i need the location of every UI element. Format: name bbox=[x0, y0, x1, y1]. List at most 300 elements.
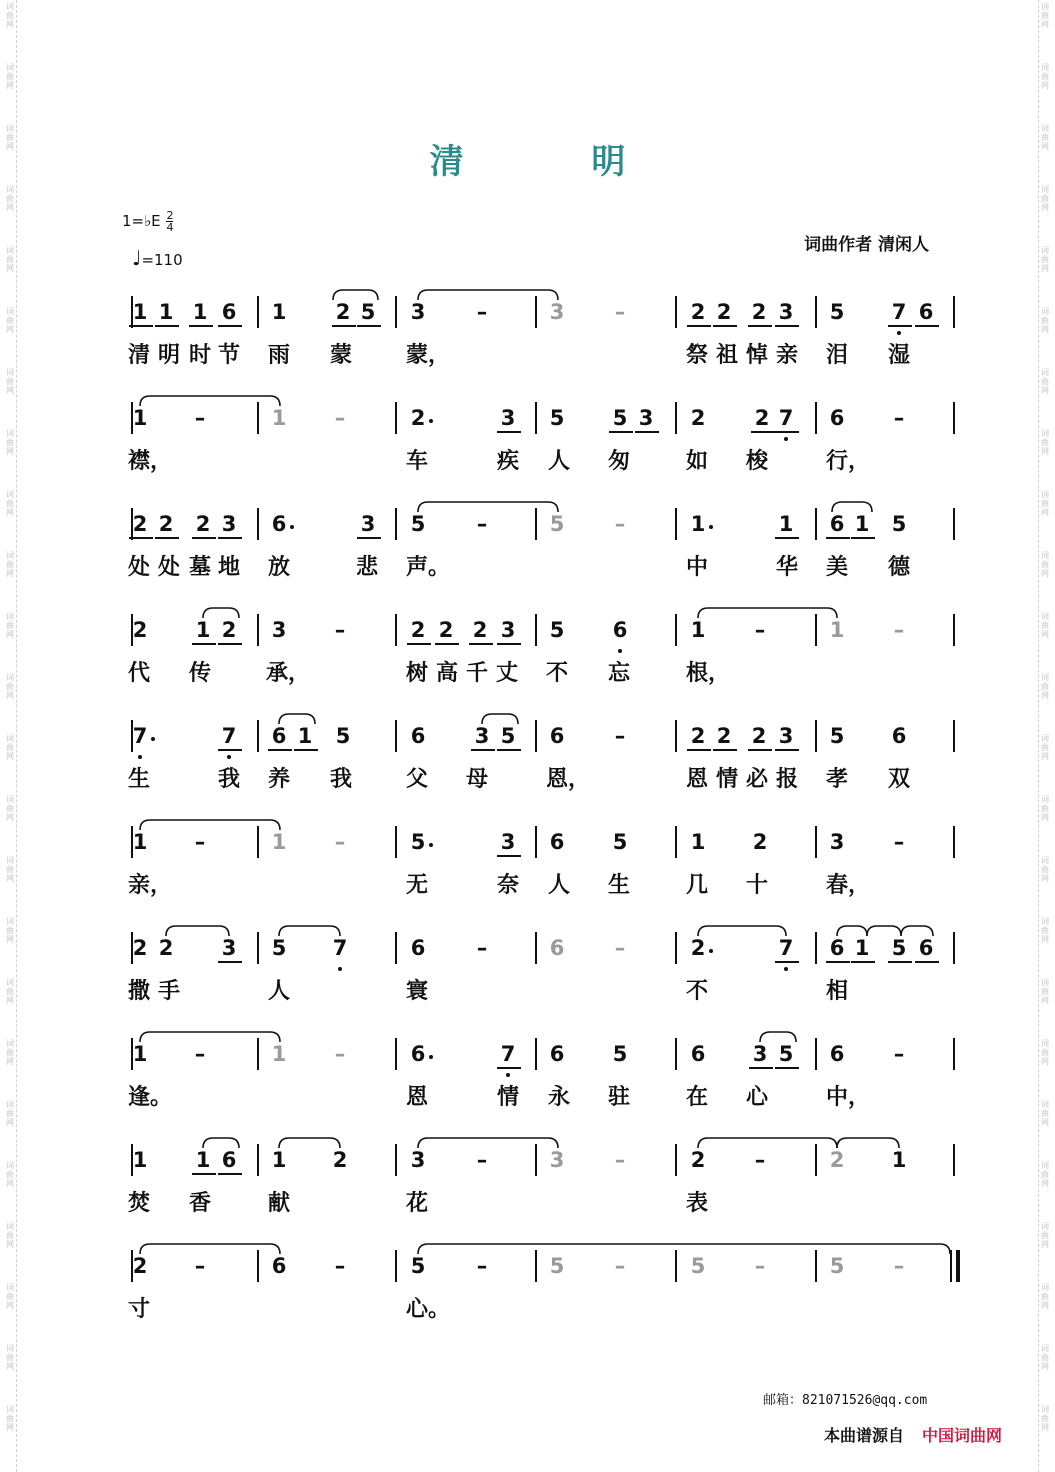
note-1: 1 bbox=[192, 300, 208, 324]
watermark-text: 词 曲 网 bbox=[6, 63, 14, 90]
watermark-text: 词 曲 网 bbox=[6, 856, 14, 883]
note-6: 6 bbox=[410, 936, 426, 960]
lyric-syllable: 人 bbox=[268, 979, 291, 1004]
note-1: 1 bbox=[690, 618, 706, 642]
watermark-text: 词 曲 网 bbox=[1041, 1161, 1049, 1188]
lyric-syllable: 时 bbox=[189, 343, 212, 368]
note-2: 2 bbox=[472, 618, 488, 642]
watermark-text: 词 曲 网 bbox=[6, 551, 14, 578]
lyric-syllable: 丈 bbox=[496, 661, 519, 686]
lyric-syllable: 我 bbox=[330, 767, 353, 792]
dash-extension: – bbox=[614, 724, 626, 748]
note-1: 1 bbox=[195, 618, 211, 642]
slur-tie bbox=[279, 926, 340, 936]
note-2: 2 bbox=[690, 300, 706, 324]
note-5: 5 bbox=[829, 1254, 845, 1278]
watermark-text: 词 曲 网 bbox=[6, 490, 14, 517]
watermark-text: 词 曲 网 bbox=[6, 673, 14, 700]
note-3: 3 bbox=[752, 1042, 768, 1066]
lyric-syllable: 人 bbox=[548, 873, 571, 898]
note-3: 3 bbox=[271, 618, 287, 642]
note-5: 5 bbox=[410, 1254, 426, 1278]
lyric-syllable: 不 bbox=[546, 661, 569, 686]
note-6: 6 bbox=[221, 300, 237, 324]
lyric-syllable: 恩 bbox=[406, 1085, 429, 1110]
note-7: 7 bbox=[132, 724, 148, 748]
note-6: 6 bbox=[549, 936, 565, 960]
lyric-syllable: 相 bbox=[826, 979, 849, 1004]
slur-tie bbox=[418, 1138, 558, 1148]
lyric-syllable: 双 bbox=[888, 767, 911, 792]
note-6: 6 bbox=[829, 1042, 845, 1066]
lyric-syllable: 树 bbox=[406, 661, 429, 686]
tempo-marking: ♩=110 bbox=[132, 246, 183, 270]
watermark-text: 词 曲 网 bbox=[6, 795, 14, 822]
note-5: 5 bbox=[891, 512, 907, 536]
lyric-syllable: 十 bbox=[746, 873, 769, 898]
dash-extension: – bbox=[334, 830, 346, 854]
slur-tie bbox=[140, 1032, 280, 1042]
watermark-text: 词 曲 网 bbox=[6, 612, 14, 639]
lyric-syllable: 处 bbox=[158, 555, 181, 580]
note-5: 5 bbox=[612, 406, 628, 430]
note-2: 2 bbox=[690, 724, 706, 748]
lyric-syllable: 高 bbox=[436, 661, 459, 686]
note-2: 2 bbox=[829, 1148, 845, 1172]
watermark-text: 词 曲 网 bbox=[6, 307, 14, 334]
dash-extension: – bbox=[194, 1254, 206, 1278]
watermark-text: 词 曲 网 bbox=[1041, 795, 1049, 822]
note-7: 7 bbox=[332, 936, 348, 960]
note-1: 1 bbox=[195, 1148, 211, 1172]
lyric-syllable: 疾 bbox=[497, 449, 520, 474]
note-1: 1 bbox=[158, 300, 174, 324]
lyric-syllable: 泪 bbox=[826, 343, 849, 368]
note-1: 1 bbox=[132, 1148, 148, 1172]
lyric-syllable: 祖 bbox=[716, 343, 739, 368]
slur-tie bbox=[837, 926, 867, 936]
lyric-syllable: 节 bbox=[218, 343, 241, 368]
note-5: 5 bbox=[360, 300, 376, 324]
note-3: 3 bbox=[410, 300, 426, 324]
lyric-syllable: 情 bbox=[716, 767, 739, 792]
note-1: 1 bbox=[271, 406, 287, 430]
note-3: 3 bbox=[474, 724, 490, 748]
lyric-syllable: 寸 bbox=[128, 1297, 151, 1322]
note-5: 5 bbox=[829, 724, 845, 748]
lyric-syllable: 中， bbox=[826, 1085, 871, 1110]
note-2: 2 bbox=[751, 724, 767, 748]
slur-tie bbox=[837, 1138, 899, 1148]
note-3: 3 bbox=[360, 512, 376, 536]
lyric-syllable: 忘 bbox=[608, 661, 631, 686]
note-5: 5 bbox=[410, 830, 426, 854]
note-3: 3 bbox=[829, 830, 845, 854]
note-7: 7 bbox=[221, 724, 237, 748]
note-2: 2 bbox=[410, 406, 426, 430]
note-6: 6 bbox=[612, 618, 628, 642]
note-6: 6 bbox=[549, 830, 565, 854]
dash-extension: – bbox=[476, 1148, 488, 1172]
source-credit: 本曲谱源自 中国词曲网 bbox=[824, 1426, 1003, 1445]
watermark-text: 词 曲 网 bbox=[6, 1100, 14, 1127]
slur-tie bbox=[760, 1032, 796, 1042]
slur-tie bbox=[867, 926, 901, 936]
lyric-syllable: 手 bbox=[158, 979, 181, 1004]
note-3: 3 bbox=[778, 724, 794, 748]
lyric-syllable: 焚 bbox=[128, 1191, 151, 1216]
composer-credits: 词曲作者 清闲人 bbox=[804, 235, 929, 255]
lyric-syllable: 根， bbox=[686, 661, 731, 686]
site-name: 中国词曲网 bbox=[922, 1426, 1003, 1445]
dash-extension: – bbox=[893, 830, 905, 854]
lyric-syllable: 父 bbox=[406, 767, 429, 792]
dash-extension: – bbox=[194, 406, 206, 430]
note-2: 2 bbox=[221, 618, 237, 642]
note-1: 1 bbox=[132, 406, 148, 430]
dash-extension: – bbox=[893, 406, 905, 430]
dash-extension: – bbox=[476, 300, 488, 324]
key-signature: 1=♭E $\frac{2}{4}$ bbox=[122, 209, 174, 234]
note-5: 5 bbox=[612, 830, 628, 854]
dash-extension: – bbox=[614, 1254, 626, 1278]
lyric-syllable: 花 bbox=[406, 1191, 429, 1216]
slur-tie bbox=[279, 714, 315, 724]
note-3: 3 bbox=[500, 830, 516, 854]
note-1: 1 bbox=[271, 830, 287, 854]
note-7: 7 bbox=[778, 406, 794, 430]
lyric-syllable: 悲 bbox=[356, 555, 379, 580]
dash-extension: – bbox=[194, 830, 206, 854]
watermark-text: 词 曲 网 bbox=[1041, 978, 1049, 1005]
lyric-syllable: 匆 bbox=[608, 449, 631, 474]
lyric-syllable: 表 bbox=[686, 1191, 709, 1216]
slur-tie bbox=[698, 1138, 837, 1148]
note-1: 1 bbox=[132, 300, 148, 324]
note-5: 5 bbox=[549, 512, 565, 536]
note-3: 3 bbox=[549, 300, 565, 324]
watermark-text: 词 曲 网 bbox=[1041, 1344, 1049, 1371]
note-5: 5 bbox=[778, 1042, 794, 1066]
note-2: 2 bbox=[335, 300, 351, 324]
watermark-text: 词 曲 网 bbox=[1041, 2, 1049, 29]
watermark-text: 词 曲 网 bbox=[1041, 917, 1049, 944]
dash-extension: – bbox=[614, 512, 626, 536]
note-6: 6 bbox=[549, 724, 565, 748]
note-1: 1 bbox=[271, 300, 287, 324]
note-2: 2 bbox=[132, 936, 148, 960]
watermark-text: 词 曲 网 bbox=[6, 246, 14, 273]
watermark-text: 词 曲 网 bbox=[6, 917, 14, 944]
note-2: 2 bbox=[690, 406, 706, 430]
note-2: 2 bbox=[751, 300, 767, 324]
contact-email: 邮箱：821071526@qq.com bbox=[763, 1393, 928, 1408]
note-3: 3 bbox=[410, 1148, 426, 1172]
watermark-text: 词 曲 网 bbox=[1041, 185, 1049, 212]
watermark-text: 词 曲 网 bbox=[1041, 734, 1049, 761]
watermark-text: 词 曲 网 bbox=[1041, 1100, 1049, 1127]
note-1: 1 bbox=[132, 1042, 148, 1066]
note-2: 2 bbox=[158, 936, 174, 960]
watermark-text: 词 曲 网 bbox=[6, 1222, 14, 1249]
lyric-syllable: 恩 bbox=[686, 767, 709, 792]
watermark-text: 词 曲 网 bbox=[6, 1161, 14, 1188]
watermark-text: 词 曲 网 bbox=[1041, 124, 1049, 151]
watermark-text: 词 曲 网 bbox=[1041, 246, 1049, 273]
lyric-syllable: 中 bbox=[686, 555, 709, 580]
note-5: 5 bbox=[829, 300, 845, 324]
lyric-syllable: 悼 bbox=[746, 343, 769, 368]
note-1: 1 bbox=[854, 512, 870, 536]
lyric-syllable: 清 bbox=[128, 343, 151, 368]
lyric-syllable: 几 bbox=[686, 873, 709, 898]
lyric-syllable: 生 bbox=[128, 767, 151, 792]
lyric-syllable: 奈 bbox=[497, 873, 520, 898]
slur-tie bbox=[203, 1138, 239, 1148]
dash-extension: – bbox=[476, 512, 488, 536]
note-7: 7 bbox=[891, 300, 907, 324]
note-6: 6 bbox=[271, 724, 287, 748]
note-2: 2 bbox=[410, 618, 426, 642]
watermark-text: 词 曲 网 bbox=[6, 368, 14, 395]
slur-tie bbox=[140, 820, 280, 830]
song-title: 清 明 bbox=[429, 142, 684, 182]
lyric-syllable: 亲， bbox=[128, 873, 173, 898]
slur-tie bbox=[333, 290, 378, 300]
note-1: 1 bbox=[690, 512, 706, 536]
lyric-syllable: 湿 bbox=[888, 343, 911, 368]
note-6: 6 bbox=[410, 1042, 426, 1066]
slur-tie bbox=[418, 1244, 950, 1254]
note-6: 6 bbox=[829, 512, 845, 536]
dash-extension: – bbox=[893, 1042, 905, 1066]
lyric-syllable: 地 bbox=[218, 555, 241, 580]
watermark-text: 词 曲 网 bbox=[6, 2, 14, 29]
note-6: 6 bbox=[891, 724, 907, 748]
watermark-text: 词 曲 网 bbox=[1041, 429, 1049, 456]
lyric-syllable: 不 bbox=[686, 979, 709, 1004]
slur-tie bbox=[901, 926, 933, 936]
note-7: 7 bbox=[500, 1042, 516, 1066]
lyric-syllable: 永 bbox=[548, 1085, 571, 1110]
lyric-syllable: 心 bbox=[746, 1085, 769, 1110]
note-1: 1 bbox=[271, 1042, 287, 1066]
note-2: 2 bbox=[132, 1254, 148, 1278]
watermark-text: 词 曲 网 bbox=[1041, 612, 1049, 639]
watermark-text: 词 曲 网 bbox=[1041, 1039, 1049, 1066]
note-1: 1 bbox=[271, 1148, 287, 1172]
lyric-syllable: 必 bbox=[746, 767, 769, 792]
dash-extension: – bbox=[476, 1254, 488, 1278]
note-2: 2 bbox=[438, 618, 454, 642]
lyric-syllable: 明 bbox=[158, 343, 181, 368]
dash-extension: – bbox=[476, 936, 488, 960]
lyric-syllable: 车 bbox=[406, 449, 429, 474]
lyric-syllable: 承， bbox=[266, 661, 311, 686]
dash-extension: – bbox=[614, 936, 626, 960]
lyric-syllable: 蒙 bbox=[330, 343, 353, 368]
note-2: 2 bbox=[158, 512, 174, 536]
dash-extension: – bbox=[334, 618, 346, 642]
slur-tie bbox=[279, 1138, 340, 1148]
watermark-text: 词 曲 网 bbox=[1041, 551, 1049, 578]
note-5: 5 bbox=[500, 724, 516, 748]
note-1: 1 bbox=[690, 830, 706, 854]
dash-extension: – bbox=[334, 406, 346, 430]
lyric-syllable: 无 bbox=[406, 873, 429, 898]
note-5: 5 bbox=[335, 724, 351, 748]
watermark-text: 词 曲 网 bbox=[6, 1039, 14, 1066]
slur-tie bbox=[203, 608, 239, 618]
lyric-syllable: 报 bbox=[776, 767, 799, 792]
note-2: 2 bbox=[754, 406, 770, 430]
lyric-syllable: 德 bbox=[888, 555, 911, 580]
note-6: 6 bbox=[829, 406, 845, 430]
lyric-syllable: 代 bbox=[128, 661, 151, 686]
lyric-syllable: 如 bbox=[686, 449, 709, 474]
lyric-syllable: 孝 bbox=[826, 767, 849, 792]
watermark-text: 词 曲 网 bbox=[1041, 1283, 1049, 1310]
watermark-text: 词 曲 网 bbox=[6, 734, 14, 761]
note-3: 3 bbox=[221, 936, 237, 960]
dash-extension: – bbox=[893, 1254, 905, 1278]
slur-tie bbox=[418, 290, 558, 300]
lyric-syllable: 献 bbox=[268, 1191, 291, 1216]
lyric-syllable: 梭 bbox=[746, 449, 769, 474]
dash-extension: – bbox=[754, 1148, 766, 1172]
watermark-text: 词 曲 网 bbox=[1041, 63, 1049, 90]
note-1: 1 bbox=[778, 512, 794, 536]
note-2: 2 bbox=[752, 830, 768, 854]
note-5: 5 bbox=[612, 1042, 628, 1066]
lyric-syllable: 襟， bbox=[128, 449, 173, 474]
lyric-syllable: 养 bbox=[268, 767, 291, 792]
note-2: 2 bbox=[132, 618, 148, 642]
watermark-text: 词 曲 网 bbox=[1041, 1405, 1049, 1432]
watermark-text: 词 曲 网 bbox=[1041, 856, 1049, 883]
note-5: 5 bbox=[271, 936, 287, 960]
note-3: 3 bbox=[500, 406, 516, 430]
dash-extension: – bbox=[754, 618, 766, 642]
dash-extension: – bbox=[334, 1254, 346, 1278]
lyric-syllable: 蒙， bbox=[406, 343, 451, 368]
lyric-syllable: 我 bbox=[218, 767, 241, 792]
note-1: 1 bbox=[297, 724, 313, 748]
lyric-syllable: 心。 bbox=[406, 1297, 451, 1322]
watermark-text: 词 曲 网 bbox=[1041, 307, 1049, 334]
note-5: 5 bbox=[891, 936, 907, 960]
note-5: 5 bbox=[549, 618, 565, 642]
lyric-syllable: 雨 bbox=[268, 343, 291, 368]
note-2: 2 bbox=[716, 300, 732, 324]
watermark-text: 词 曲 网 bbox=[6, 1344, 14, 1371]
note-5: 5 bbox=[549, 406, 565, 430]
note-6: 6 bbox=[690, 1042, 706, 1066]
lyric-syllable: 传 bbox=[189, 661, 212, 686]
lyric-syllable: 美 bbox=[826, 555, 849, 580]
lyric-syllable: 亲 bbox=[776, 343, 799, 368]
note-3: 3 bbox=[638, 406, 654, 430]
dash-extension: – bbox=[614, 300, 626, 324]
dash-extension: – bbox=[334, 1042, 346, 1066]
lyric-syllable: 情 bbox=[497, 1085, 520, 1110]
note-6: 6 bbox=[221, 1148, 237, 1172]
slur-tie bbox=[140, 1244, 280, 1254]
lyric-syllable: 母 bbox=[466, 767, 489, 792]
note-2: 2 bbox=[332, 1148, 348, 1172]
slur-tie bbox=[832, 502, 872, 512]
slur-tie bbox=[698, 926, 786, 936]
dash-extension: – bbox=[893, 618, 905, 642]
lyric-syllable: 寰 bbox=[406, 979, 429, 1004]
note-2: 2 bbox=[690, 936, 706, 960]
quarter-note-icon: ♩ bbox=[132, 246, 142, 270]
lyric-syllable: 祭 bbox=[686, 343, 709, 368]
dash-extension: – bbox=[754, 1254, 766, 1278]
watermark-text: 词 曲 网 bbox=[1041, 1222, 1049, 1249]
lyric-syllable: 华 bbox=[776, 555, 799, 580]
dash-extension: – bbox=[614, 1148, 626, 1172]
slur-tie bbox=[698, 608, 837, 618]
slur-tie bbox=[418, 502, 558, 512]
watermark-text: 词 曲 网 bbox=[6, 429, 14, 456]
note-3: 3 bbox=[500, 618, 516, 642]
note-6: 6 bbox=[918, 300, 934, 324]
lyric-syllable: 香 bbox=[189, 1191, 212, 1216]
lyric-syllable: 千 bbox=[466, 661, 489, 686]
slur-tie bbox=[140, 396, 280, 406]
note-6: 6 bbox=[918, 936, 934, 960]
note-2: 2 bbox=[132, 512, 148, 536]
note-6: 6 bbox=[410, 724, 426, 748]
note-5: 5 bbox=[549, 1254, 565, 1278]
lyric-syllable: 放 bbox=[268, 555, 291, 580]
dash-extension: – bbox=[194, 1042, 206, 1066]
lyric-syllable: 逢。 bbox=[128, 1085, 173, 1110]
lyric-syllable: 生 bbox=[608, 873, 631, 898]
lyric-syllable: 行， bbox=[826, 449, 871, 474]
lyric-syllable: 墓 bbox=[189, 555, 212, 580]
lyric-syllable: 撒 bbox=[128, 979, 151, 1004]
note-7: 7 bbox=[778, 936, 794, 960]
lyric-syllable: 驻 bbox=[608, 1085, 631, 1110]
watermark-text: 词 曲 网 bbox=[6, 1405, 14, 1432]
note-2: 2 bbox=[716, 724, 732, 748]
time-signature-bottom: 4 bbox=[166, 221, 174, 234]
lyric-syllable: 人 bbox=[548, 449, 571, 474]
watermark-text: 词 曲 网 bbox=[1041, 368, 1049, 395]
time-signature-top: 2 bbox=[166, 209, 174, 222]
lyric-syllable: 声。 bbox=[406, 555, 451, 580]
note-3: 3 bbox=[778, 300, 794, 324]
lyric-syllable: 在 bbox=[686, 1085, 709, 1110]
note-1: 1 bbox=[854, 936, 870, 960]
lyric-syllable: 处 bbox=[128, 555, 151, 580]
note-2: 2 bbox=[690, 1148, 706, 1172]
watermark-text: 词 曲 网 bbox=[6, 185, 14, 212]
watermark-text: 词 曲 网 bbox=[6, 1283, 14, 1310]
lyric-syllable: 春， bbox=[826, 873, 871, 898]
lyric-syllable: 恩， bbox=[546, 767, 591, 792]
slur-tie bbox=[166, 926, 229, 936]
note-5: 5 bbox=[410, 512, 426, 536]
watermark-text: 词 曲 网 bbox=[1041, 490, 1049, 517]
note-1: 1 bbox=[829, 618, 845, 642]
watermark-text: 词 曲 网 bbox=[6, 978, 14, 1005]
slur-tie bbox=[482, 714, 518, 724]
watermark-text: 词 曲 网 bbox=[1041, 673, 1049, 700]
note-1: 1 bbox=[891, 1148, 907, 1172]
